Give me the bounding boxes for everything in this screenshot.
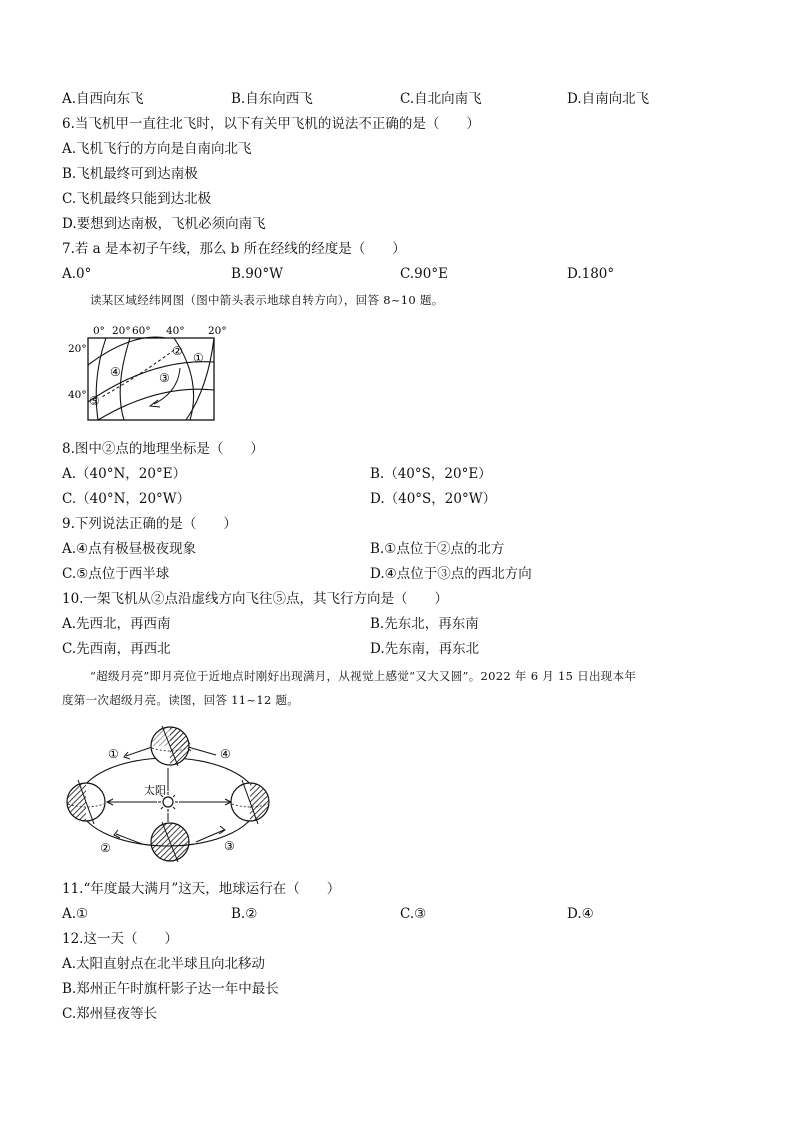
sun-label: 太阳: [144, 784, 166, 797]
arrow-1: [126, 747, 152, 756]
q6-option-b[interactable]: B.飞机最终可到达南极: [62, 166, 198, 182]
intro-11-12-line2: 度第一次超级月亮。读图，回答 11~12 题。: [62, 693, 300, 707]
q12-option-c[interactable]: C.郑州昼夜等长: [62, 1006, 158, 1022]
q6-stem: 6.当飞机甲一直往北飞时，以下有关甲飞机的说法不正确的是（ ）: [62, 116, 480, 132]
q11-option-c[interactable]: C.③: [400, 906, 427, 922]
q11-stem: 11.“年度最大满月”这天，地球运行在（ ）: [62, 881, 341, 897]
q12-option-a[interactable]: A.太阳直射点在北半球且向北移动: [62, 956, 266, 972]
q11-option-d[interactable]: D.④: [567, 906, 594, 922]
q7-option-d[interactable]: D.180°: [567, 266, 615, 282]
earth-right: [231, 780, 269, 824]
fig1-point-1: ①: [193, 351, 204, 365]
q7-option-a[interactable]: A.0°: [62, 266, 92, 282]
orbit-arrow-label-1: ①: [108, 747, 119, 761]
fig1-top-label-0: 0°: [93, 325, 105, 337]
q7-option-c[interactable]: C.90°E: [400, 266, 448, 282]
q8-option-b[interactable]: B.（40°S，20°E）: [370, 466, 492, 482]
latlong-grid-figure: [62, 318, 232, 426]
q8-stem: 8.图中②点的地理坐标是（ ）: [62, 441, 264, 457]
q5-option-c[interactable]: C.自北向南飞: [400, 91, 482, 107]
q10-option-d[interactable]: D.先东南，再东北: [370, 641, 480, 657]
q6-option-d[interactable]: D.要想到达南极，飞机必须向南飞: [62, 216, 266, 232]
q10-option-b[interactable]: B.先东北，再东南: [370, 616, 479, 632]
q8-option-a[interactable]: A.（40°N，20°E）: [62, 466, 187, 482]
q9-option-c[interactable]: C.⑤点位于西半球: [62, 566, 170, 582]
q10-option-c[interactable]: C.先西南，再西北: [62, 641, 171, 657]
q12-stem: 12.这一天（ ）: [62, 931, 178, 947]
fig1-top-label-60: 60°: [132, 325, 151, 337]
q12-option-b[interactable]: B.郑州正午时旗杆影子达一年中最长: [62, 981, 279, 997]
q8-option-c[interactable]: C.（40°N，20°W）: [62, 491, 191, 507]
earth-orbit-figure: [58, 722, 288, 868]
q8-option-d[interactable]: D.（40°S，20°W）: [370, 491, 497, 507]
q5-option-a[interactable]: A.自西向东飞: [62, 91, 144, 107]
q7-option-b[interactable]: B.90°W: [231, 266, 284, 282]
q9-stem: 9.下列说法正确的是（ ）: [62, 516, 237, 532]
fig1-top-label-20: 20°: [112, 325, 131, 337]
intro-11-12-line1: “超级月亮”即月亮位于近地点时刚好出现满月，从视觉上感觉“又大又圆”。2022 年 6 月 15 日出现本年: [90, 669, 637, 683]
q10-option-a[interactable]: A.先西北，再西南: [62, 616, 171, 632]
q5-option-b[interactable]: B.自东向西飞: [231, 91, 313, 107]
fig1-left-label-20: 20°: [68, 343, 87, 355]
orbit-arrow-label-2: ②: [100, 841, 111, 855]
orbit-arrow-label-4: ④: [220, 747, 231, 761]
fig1-left-label-40: 40°: [68, 389, 87, 401]
orbit-arrow-label-3: ③: [224, 839, 235, 853]
latitude-arc-3: [98, 389, 214, 420]
q11-option-a[interactable]: A.①: [62, 906, 89, 922]
q10-stem: 10.一架飞机从②点沿虚线方向飞往⑤点，其飞行方向是（ ）: [62, 591, 448, 607]
q9-option-a[interactable]: A.④点有极昼极夜现象: [62, 541, 197, 557]
q5-option-d[interactable]: D.自南向北飞: [567, 91, 650, 107]
q6-option-c[interactable]: C.飞机最终只能到达北极: [62, 191, 212, 207]
earth-top: [151, 726, 189, 766]
q9-option-b[interactable]: B.①点位于②点的北方: [370, 541, 505, 557]
intro-8-10: 读某区域经纬网图（图中箭头表示地球自转方向），回答 8~10 题。: [90, 293, 444, 307]
fig1-point-2: ②: [172, 344, 183, 358]
fig1-top-label-20b: 20°: [208, 325, 227, 337]
earth-left: [67, 780, 105, 824]
arrow-4: [188, 747, 216, 755]
fig1-point-5: ⑤: [89, 394, 100, 408]
fig1-point-4: ④: [110, 365, 121, 379]
q6-option-a[interactable]: A.飞机飞行的方向是自南向北飞: [62, 141, 252, 157]
fig1-point-3: ③: [159, 371, 170, 385]
fig1-top-label-40: 40°: [166, 325, 185, 337]
q11-option-b[interactable]: B.②: [231, 906, 258, 922]
arrow-3: [196, 830, 224, 842]
sun-icon: [163, 797, 173, 807]
earth-bottom: [151, 822, 189, 862]
q9-option-d[interactable]: D.④点位于③点的西北方向: [370, 566, 532, 582]
q7-stem: 7.若 a 是本初子午线，那么 b 所在经线的经度是（ ）: [62, 241, 406, 257]
